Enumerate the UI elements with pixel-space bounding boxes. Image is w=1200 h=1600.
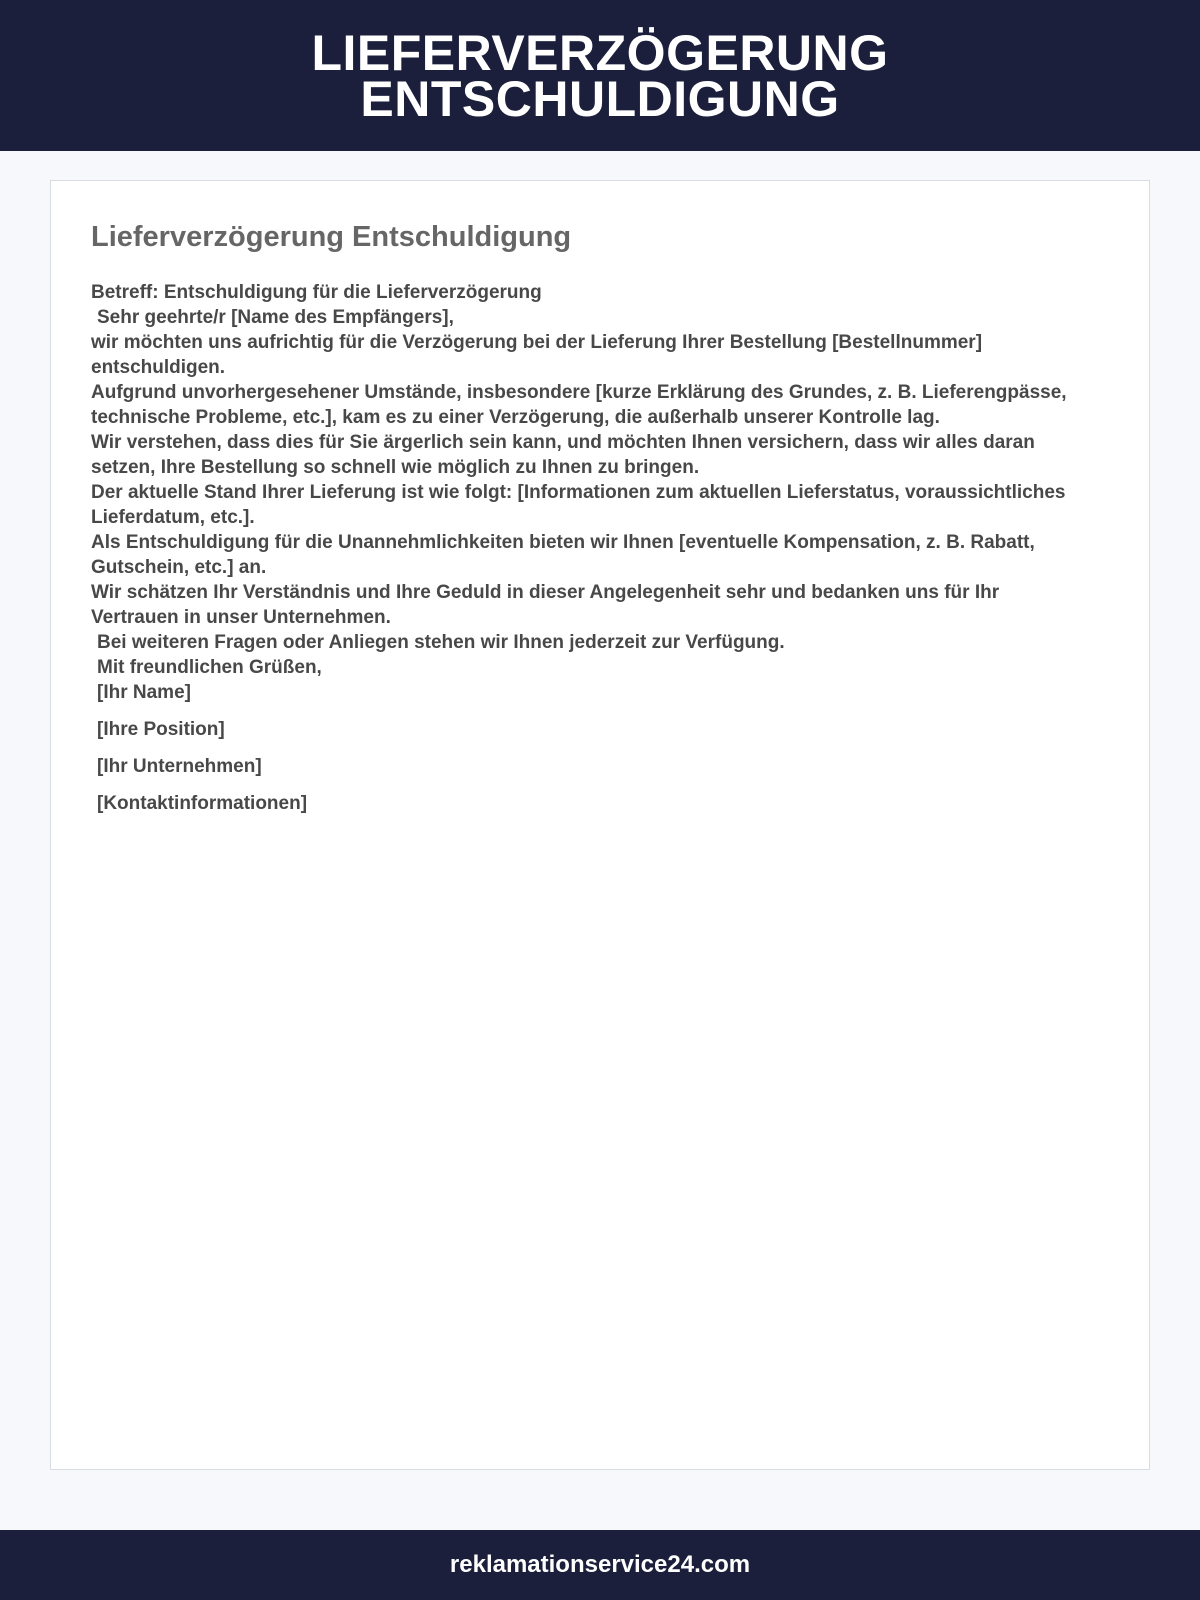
signature-name: [Ihr Name]: [97, 682, 191, 703]
paragraph: Wir schätzen Ihr Verständnis und Ihre Geduld in dieser Angelegenheit sehr und bedanken uns für Ihr Vertrauen in unser Unternehmen.: [91, 582, 1000, 628]
footer-site-link[interactable]: reklamationservice24.com: [449, 1551, 751, 1578]
paragraph: wir möchten uns aufrichtig für die Verzögerung bei der Lieferung Ihrer Bestellung [Bestellnummer] entschuldigen.: [91, 332, 983, 378]
signature-contact: [Kontaktinformationen]: [97, 793, 308, 814]
closing: Mit freundlichen Grüßen,: [97, 657, 322, 678]
subject-line: Betreff: Entschuldigung für die Lieferverzögerung: [91, 282, 542, 303]
paragraph: Der aktuelle Stand Ihrer Lieferung ist wie folgt: [Informationen zum aktuellen Lieferstatus, voraussichtliches Lieferdatum, etc.].: [91, 482, 1066, 528]
paragraph: Bei weiteren Fragen oder Anliegen stehen wir Ihnen jederzeit zur Verfügung.: [97, 632, 785, 653]
paragraph: Als Entschuldigung für die Unannehmlichkeiten bieten wir Ihnen [eventuelle Kompensation, z. B. Rabatt, Gutschein, etc.] an.: [91, 532, 1035, 578]
paragraph: Aufgrund unvorhergesehener Umstände, insbesondere [kurze Erklärung des Grundes, z. B. Lieferengpässe, technische Probleme, etc.], kam es zu einer Verzögerung, die außerhalb unserer Kontrolle lag.: [91, 382, 1067, 428]
header-title: LIEFERVERZÖGERUNG ENTSCHULDIGUNG: [311, 24, 889, 127]
signature-company: [Ihr Unternehmen]: [97, 756, 262, 777]
page-footer: [0, 1530, 1200, 1600]
page-header: [0, 0, 1200, 151]
paragraph: Wir verstehen, dass dies für Sie ärgerlich sein kann, und möchten Ihnen versichern, dass wir alles daran setzen, Ihre Bestellung so schnell wie möglich zu Ihnen zu bringen.: [91, 432, 1035, 478]
signature-position: [Ihre Position]: [97, 719, 225, 740]
letter-body: [91, 280, 1091, 816]
salutation: Sehr geehrte/r [Name des Empfängers],: [97, 307, 454, 328]
letter-card: [50, 180, 1150, 1470]
document-title: Lieferverzögerung Entschuldigung: [91, 221, 572, 253]
